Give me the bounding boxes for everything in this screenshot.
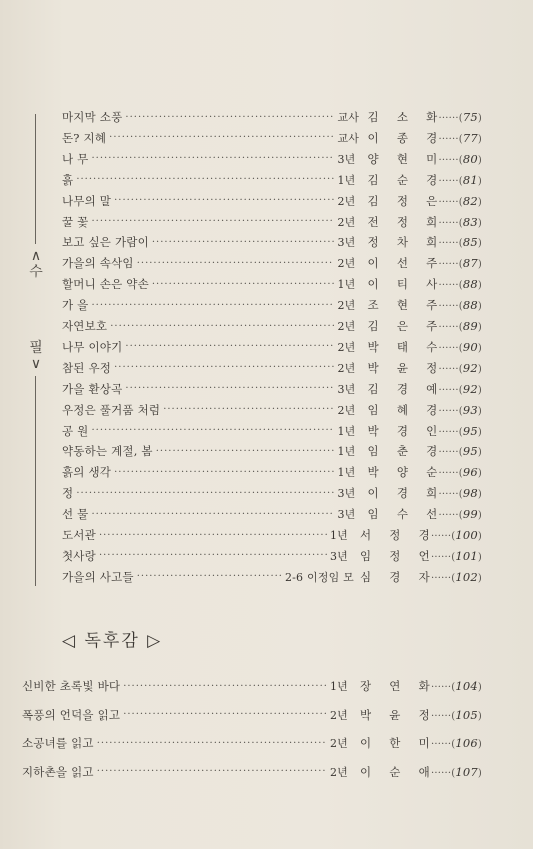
page-number: 87 xyxy=(462,256,478,271)
entry-grade: 교사 xyxy=(337,111,360,124)
dot-leader xyxy=(152,237,335,248)
page-number: 93 xyxy=(462,402,478,417)
dot-leader xyxy=(156,446,335,457)
author-char: 임 xyxy=(359,548,372,563)
toc-entry xyxy=(62,462,482,482)
toc-entry xyxy=(62,525,482,545)
entry-title: 공 원 xyxy=(62,423,89,438)
page-number: 88 xyxy=(462,277,478,292)
entry-title: 우정은 풀거품 처럼 xyxy=(62,402,161,417)
dot-leader xyxy=(125,383,334,394)
author-char: 은 xyxy=(426,193,438,208)
page-number: 80 xyxy=(462,151,478,166)
dot-leader xyxy=(99,550,327,561)
entry-page: ······(104) xyxy=(430,679,482,693)
entry-page: ······(77) xyxy=(438,130,482,145)
entry-page: ······(87) xyxy=(438,256,482,271)
author-char: 연 xyxy=(389,679,401,693)
author-char: 희 xyxy=(426,235,438,250)
author-char: 조 xyxy=(367,298,379,313)
author-char: 경 xyxy=(396,423,409,438)
side-bracket-open: ∧ xyxy=(30,248,42,264)
entry-grade: 2년 xyxy=(337,361,356,375)
entry-page: ······(75) xyxy=(438,110,482,124)
toc-entry xyxy=(22,705,482,725)
author-char: 은 xyxy=(396,319,409,333)
entry-grade: 1년 xyxy=(337,278,356,292)
entry-grade: 3년 xyxy=(337,487,356,501)
author-char: 경 xyxy=(426,130,438,145)
entry-grade: 2년 xyxy=(329,765,348,779)
dot-leader xyxy=(110,321,334,332)
author-char: 현 xyxy=(396,298,409,313)
side-bracket-close: ∨ xyxy=(30,356,42,372)
author-char: 춘 xyxy=(396,444,409,459)
entry-author xyxy=(360,735,430,751)
toc-entry xyxy=(22,733,482,753)
toc-entry xyxy=(22,762,482,782)
entry-author xyxy=(367,276,437,292)
entry-title: 선 물 xyxy=(62,507,89,522)
entry-author xyxy=(367,109,437,125)
page-number: 99 xyxy=(462,507,478,522)
author-char: 이 xyxy=(367,256,379,271)
author-char: 경 xyxy=(389,569,401,584)
entry-page: ······(106) xyxy=(430,736,482,750)
author-char: 경 xyxy=(426,402,438,417)
author-char: 정 xyxy=(396,193,409,208)
author-char: 이 xyxy=(367,277,379,292)
entry-author xyxy=(367,318,437,334)
author-char: 김 xyxy=(367,381,379,396)
author-char: 순 xyxy=(396,172,409,187)
author-char: 임 xyxy=(367,444,379,459)
entry-grade: 2년 xyxy=(337,215,356,229)
toc-entry xyxy=(62,400,482,420)
author-char: 자 xyxy=(418,569,430,584)
author-char: 심 xyxy=(359,569,372,584)
entry-grade: 1년 xyxy=(337,173,356,187)
author-char: 임 xyxy=(367,507,379,522)
author-char: 양 xyxy=(396,465,409,480)
dot-leader xyxy=(125,112,334,123)
entry-author xyxy=(367,402,437,418)
entry-title: 폭풍의 언덕을 읽고 xyxy=(22,707,121,722)
entry-grade: 3년 xyxy=(337,152,356,166)
toc-entry xyxy=(62,504,482,524)
author-char: 박 xyxy=(367,423,379,438)
author-char: 이 xyxy=(359,764,372,779)
entry-page: ······(96) xyxy=(438,465,482,480)
page-number: 92 xyxy=(462,381,478,396)
entry-title: 할머니 손은 약손 xyxy=(62,277,149,292)
toc-entry xyxy=(62,483,482,503)
toc-entry xyxy=(62,170,482,190)
toc-entry xyxy=(62,379,482,399)
entry-page: ······(93) xyxy=(438,402,482,417)
toc-entry xyxy=(62,253,482,273)
entry-author xyxy=(367,485,437,501)
entry-grade: 2년 xyxy=(329,708,348,722)
entry-author xyxy=(367,151,437,167)
entry-title: 가 을 xyxy=(62,298,89,313)
side-label-char-2: 필 xyxy=(29,340,43,356)
author-char: 소 xyxy=(396,110,409,124)
toc-entry xyxy=(62,295,482,315)
author-char: 주 xyxy=(426,256,438,271)
page-number: 100 xyxy=(455,528,478,542)
entry-author xyxy=(360,764,430,780)
author-char: 한 xyxy=(389,736,401,750)
entry-author xyxy=(367,255,437,271)
author-char: 김 xyxy=(367,319,379,333)
author-char: 박 xyxy=(367,360,379,375)
entry-grade: 3년 xyxy=(329,549,348,563)
author-char: 서 xyxy=(359,528,372,542)
entry-page: ······(92) xyxy=(438,360,482,375)
dot-leader xyxy=(97,738,327,749)
entry-page: ······(101) xyxy=(430,548,482,563)
entry-grade: 2-6 이정임 모 xyxy=(284,570,354,584)
page-number: 95 xyxy=(462,444,478,459)
toc-entry xyxy=(62,441,482,461)
entry-grade: 3년 xyxy=(337,382,356,396)
page-number: 106 xyxy=(455,736,478,750)
author-char: 양 xyxy=(367,151,379,166)
entry-title: 정 xyxy=(62,486,74,501)
page-number: 90 xyxy=(462,339,478,354)
author-char: 예 xyxy=(426,381,438,396)
entry-page: ······(99) xyxy=(438,507,482,522)
author-char: 애 xyxy=(418,764,430,779)
author-char: 미 xyxy=(418,736,430,750)
toc-entry xyxy=(62,149,482,169)
entry-title: 나 무 xyxy=(62,151,89,166)
entry-author xyxy=(360,527,430,543)
author-char: 김 xyxy=(367,110,379,124)
dot-leader xyxy=(137,571,282,582)
page-number: 92 xyxy=(462,360,478,375)
author-char: 정 xyxy=(367,235,379,250)
dot-leader xyxy=(91,216,334,227)
author-char: 김 xyxy=(367,172,379,187)
author-char: 전 xyxy=(367,214,379,229)
entry-title: 첫사랑 xyxy=(62,548,96,563)
entry-author xyxy=(360,707,430,723)
entry-title: 흙의 생각 xyxy=(62,465,112,480)
dot-leader xyxy=(91,509,334,520)
book-review-toc-list xyxy=(22,676,482,786)
entry-grade: 1년 xyxy=(329,529,348,542)
dot-leader xyxy=(99,530,327,541)
dot-leader xyxy=(152,279,335,290)
entry-author xyxy=(367,172,437,188)
entry-page: ······(95) xyxy=(438,423,482,438)
toc-entry xyxy=(62,107,482,127)
author-char: 임 xyxy=(367,402,379,417)
entry-grade: 3년 xyxy=(337,508,356,522)
toc-entry xyxy=(62,212,482,232)
entry-grade: 2년 xyxy=(337,299,356,313)
page-number: 82 xyxy=(462,193,478,208)
author-char: 수 xyxy=(396,507,409,522)
essay-toc-list xyxy=(62,107,482,587)
author-char: 현 xyxy=(396,151,409,166)
page-number: 104 xyxy=(455,679,478,693)
author-char: 경 xyxy=(426,444,438,459)
author-char: 박 xyxy=(367,339,379,354)
entry-title: 나무의 말 xyxy=(62,193,112,208)
entry-author xyxy=(367,360,437,376)
entry-author xyxy=(360,548,430,564)
entry-page: ······(85) xyxy=(438,235,482,250)
dot-leader xyxy=(114,362,334,373)
side-rule-bottom xyxy=(35,376,36,586)
toc-entry xyxy=(62,232,482,252)
entry-title: 마지막 소풍 xyxy=(62,110,123,124)
toc-entry xyxy=(62,274,482,294)
entry-title: 흙 xyxy=(62,172,74,187)
author-char: 순 xyxy=(426,465,438,480)
author-char: 화 xyxy=(418,679,430,693)
entry-page: ······(89) xyxy=(438,319,482,333)
entry-page: ······(83) xyxy=(438,214,482,229)
author-char: 주 xyxy=(426,319,438,333)
entry-author xyxy=(367,193,437,209)
dot-leader xyxy=(125,341,334,352)
entry-page: ······(90) xyxy=(438,339,482,354)
author-char: 김 xyxy=(367,193,379,208)
entry-page: ······(98) xyxy=(438,486,482,501)
entry-page: ······(80) xyxy=(438,151,482,166)
entry-title: 자연보호 xyxy=(62,319,108,333)
entry-author xyxy=(367,297,437,313)
author-char: 선 xyxy=(396,256,409,271)
entry-author xyxy=(367,381,437,397)
author-char: 정 xyxy=(426,360,438,375)
entry-title: 지하촌을 읽고 xyxy=(22,764,94,779)
dot-leader xyxy=(97,766,327,777)
entry-grade: 1년 xyxy=(337,466,356,480)
entry-page: ······(88) xyxy=(438,277,482,292)
entry-author xyxy=(367,506,437,522)
entry-title: 참된 우정 xyxy=(62,360,112,375)
toc-entry xyxy=(22,676,482,696)
entry-author xyxy=(367,130,437,146)
entry-page: ······(82) xyxy=(438,193,482,208)
author-char: 미 xyxy=(426,151,438,166)
author-char: 이 xyxy=(359,736,372,750)
entry-page: ······(100) xyxy=(430,528,482,542)
entry-title: 가을 환상곡 xyxy=(62,381,123,396)
entry-grade: 교사 xyxy=(337,131,360,145)
toc-entry xyxy=(62,546,482,566)
entry-author xyxy=(367,339,437,355)
entry-title: 가을의 사고들 xyxy=(62,569,134,584)
author-char: 이 xyxy=(367,130,379,145)
author-char: 윤 xyxy=(389,707,401,722)
author-char: 티 xyxy=(396,277,409,292)
author-char: 인 xyxy=(426,423,438,438)
entry-title: 돈? 지혜 xyxy=(62,130,107,145)
dot-leader xyxy=(109,132,334,143)
author-char: 희 xyxy=(426,214,438,229)
side-rule-top xyxy=(35,114,36,244)
entry-author xyxy=(367,423,437,439)
page-number: 88 xyxy=(462,298,478,313)
page-number: 98 xyxy=(462,486,478,501)
author-char: 주 xyxy=(426,298,438,313)
entry-grade: 1년 xyxy=(337,445,356,459)
entry-title: 가을의 속삭임 xyxy=(62,256,134,271)
entry-page: ······(88) xyxy=(438,298,482,313)
toc-entry xyxy=(62,316,482,336)
author-char: 정 xyxy=(418,707,430,722)
toc-entry xyxy=(62,358,482,378)
author-char: 수 xyxy=(426,339,438,354)
toc-entry xyxy=(62,337,482,357)
author-char: 경 xyxy=(418,528,430,542)
author-char: 태 xyxy=(396,339,409,354)
entry-grade: 1년 xyxy=(337,424,356,438)
entry-grade: 2년 xyxy=(337,320,356,333)
author-char: 혜 xyxy=(396,402,409,417)
dot-leader xyxy=(137,258,335,269)
page-number: 105 xyxy=(455,707,478,722)
dot-leader xyxy=(123,709,327,720)
author-char: 장 xyxy=(359,679,372,693)
author-char: 희 xyxy=(426,486,438,501)
entry-grade: 2년 xyxy=(337,403,356,417)
author-char: 차 xyxy=(396,235,409,250)
entry-author xyxy=(367,443,437,459)
entry-author xyxy=(367,234,437,250)
dot-leader xyxy=(76,488,334,499)
page-number: 85 xyxy=(462,235,478,250)
author-char: 언 xyxy=(418,548,430,563)
entry-title: 꿀 꽃 xyxy=(62,214,89,229)
entry-title: 나무 이야기 xyxy=(62,339,123,354)
entry-grade: 1년 xyxy=(329,680,348,693)
author-char: 선 xyxy=(426,507,438,522)
dot-leader xyxy=(114,195,334,206)
entry-author xyxy=(360,678,430,694)
entry-page: ······(95) xyxy=(438,444,482,459)
toc-entry xyxy=(62,128,482,148)
entry-title: 신비한 초록빛 바다 xyxy=(22,679,121,693)
entry-page: ······(81) xyxy=(438,172,482,187)
author-char: 박 xyxy=(359,707,372,722)
author-char: 박 xyxy=(367,465,379,480)
toc-entry xyxy=(62,191,482,211)
page-number: 95 xyxy=(462,423,478,438)
entry-title: 도서관 xyxy=(62,528,96,542)
page-number: 75 xyxy=(462,110,478,124)
entry-grade: 3년 xyxy=(337,236,356,250)
toc-entry xyxy=(62,567,482,587)
entry-grade: 2년 xyxy=(337,257,356,271)
entry-page: ······(102) xyxy=(430,569,482,584)
page-number: 77 xyxy=(462,130,478,145)
entry-author xyxy=(360,569,430,585)
author-char: 정 xyxy=(389,548,401,563)
author-char: 정 xyxy=(389,528,401,542)
entry-author xyxy=(367,214,437,230)
dot-leader xyxy=(76,174,334,185)
page-number: 81 xyxy=(462,172,478,187)
author-char: 종 xyxy=(396,130,409,145)
entry-page: ······(107) xyxy=(430,764,482,779)
entry-title: 소공녀를 읽고 xyxy=(22,736,94,750)
entry-title: 보고 싶은 가람이 xyxy=(62,235,149,250)
dot-leader xyxy=(91,425,334,436)
dot-leader xyxy=(114,467,334,478)
page-number: 102 xyxy=(455,569,478,584)
entry-grade: 2년 xyxy=(329,737,348,750)
dot-leader xyxy=(91,153,334,164)
author-char: 정 xyxy=(396,214,409,229)
entry-page: ······(92) xyxy=(438,381,482,396)
entry-author xyxy=(367,464,437,480)
section-title-book-reviews: ◁ 독후감 ▷ xyxy=(62,631,163,651)
page-number: 96 xyxy=(462,465,478,480)
entry-title: 약동하는 계절, 봄 xyxy=(62,444,153,459)
author-char: 경 xyxy=(396,381,409,396)
author-char: 순 xyxy=(389,764,401,779)
author-char: 경 xyxy=(426,172,438,187)
dot-leader xyxy=(91,300,334,311)
author-char: 윤 xyxy=(396,360,409,375)
toc-entry xyxy=(62,421,482,441)
entry-grade: 2년 xyxy=(337,194,356,208)
author-char: 화 xyxy=(426,110,438,124)
side-label-char-1: 수 xyxy=(29,264,43,280)
dot-leader xyxy=(123,681,327,692)
page-number: 89 xyxy=(462,319,478,333)
author-char: 사 xyxy=(426,277,438,292)
entry-page: ······(105) xyxy=(430,707,482,722)
entry-grade: 2년 xyxy=(337,340,356,354)
page-number: 83 xyxy=(462,214,478,229)
author-char: 이 xyxy=(367,486,379,501)
page-number: 107 xyxy=(455,764,478,779)
dot-leader xyxy=(163,404,334,415)
author-char: 경 xyxy=(396,486,409,501)
page-number: 101 xyxy=(455,548,478,563)
